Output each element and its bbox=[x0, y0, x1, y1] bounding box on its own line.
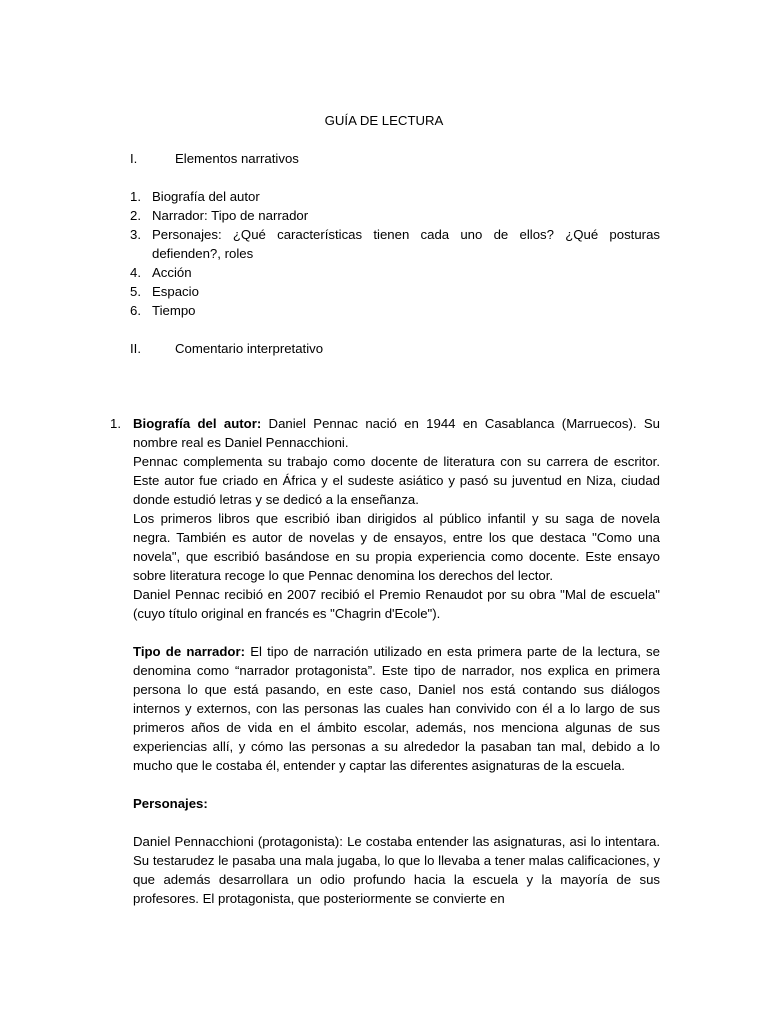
narrator-heading: Tipo de narrador: bbox=[133, 644, 245, 659]
list-number: 3. bbox=[130, 227, 141, 242]
outline-list bbox=[130, 187, 660, 320]
list-number: 1. bbox=[130, 189, 141, 204]
page-title: GUÍA DE LECTURA bbox=[324, 113, 444, 128]
paragraph-biography bbox=[110, 414, 660, 452]
narrator-text: El tipo de narración utilizado en esta primera parte de la lectura, se denomina como “narrador protagonista”. Este tipo de narrador, nos explica en primera persona lo que está pasando, en este caso, Daniel nos está contando sus diálogos internos y externos, con las personas las cuales han convivido con él a lo largo de sus primeros años de vida en el ámbito escolar, además, nos menciona algunas de sus experiencias allí, y cómo las personas a su alrededor la pasaban tan mal, debido a lo mucho que le costaba él, entender y captar las diferentes asignaturas de la escuela. bbox=[133, 644, 660, 773]
list-number: 2. bbox=[130, 208, 141, 223]
section-label: Elementos narrativos bbox=[175, 151, 299, 166]
list-text: Biografía del autor bbox=[152, 189, 260, 204]
list-item bbox=[130, 263, 660, 282]
section-label: Comentario interpretativo bbox=[175, 341, 324, 356]
paragraph-biography-3: Los primeros libros que escribió iban dirigidos al público infantil y su saga de novela negra. También es autor de novelas y de ensayos, entre los que destaca "Como una novela", que escribió basándose en su propia experiencia como docente. Este ensayo sobre literatura recoge lo que Pennac denomina los derechos del lector. bbox=[133, 511, 660, 583]
list-item bbox=[130, 301, 660, 320]
list-text: Personajes: ¿Qué características tienen cada uno de ellos? ¿Qué posturas defienden?, roles bbox=[152, 227, 660, 261]
paragraph-characters-heading bbox=[110, 794, 660, 813]
body-text bbox=[110, 414, 660, 908]
paragraph-narrator bbox=[110, 642, 660, 775]
list-number: 6. bbox=[130, 303, 141, 318]
list-number: 5. bbox=[130, 284, 141, 299]
paragraph-characters: Daniel Pennacchioni (protagonista): Le costaba entender las asignaturas, asi lo intentara. Su testarudez le pasaba una mala jugaba, lo que lo llevaba a tener malas calificaciones, y que además desarrollara un odio profundo hacia la escuela y la mayoría de sus profesores. El protagonista, que posteriormente se convierte en bbox=[133, 834, 660, 906]
list-text: Tiempo bbox=[152, 303, 196, 318]
section-numeral: I. bbox=[130, 151, 138, 166]
list-text: Acción bbox=[152, 265, 192, 280]
characters-heading: Personajes: bbox=[133, 796, 208, 811]
list-item bbox=[130, 206, 660, 225]
paragraph-biography-2: Pennac complementa su trabajo como docente de literatura con su carrera de escritor. Este autor fue criado en África y el sudeste asiático y pasó su juventud en Niza, ciudad donde estudió letras y se dedicó a la enseñanza. bbox=[133, 454, 660, 507]
list-text: Espacio bbox=[152, 284, 199, 299]
section-numeral: II. bbox=[130, 341, 141, 356]
list-item bbox=[130, 225, 660, 263]
paragraph-number: 1. bbox=[110, 416, 121, 431]
biography-heading: Biografía del autor: bbox=[133, 416, 262, 431]
biography-text: Daniel Pennac nació en 1944 en Casablanca (Marruecos). Su nombre real es Daniel Pennacchioni. bbox=[133, 416, 660, 450]
paragraph-biography-4: Daniel Pennac recibió en 2007 recibió el Premio Renaudot por su obra "Mal de escuela" (cuyo título original en francés es "Chagrin d'Ecole"). bbox=[133, 587, 660, 621]
list-number: 4. bbox=[130, 265, 141, 280]
list-text: Narrador: Tipo de narrador bbox=[152, 208, 309, 223]
list-item bbox=[130, 187, 660, 206]
list-item bbox=[130, 282, 660, 301]
